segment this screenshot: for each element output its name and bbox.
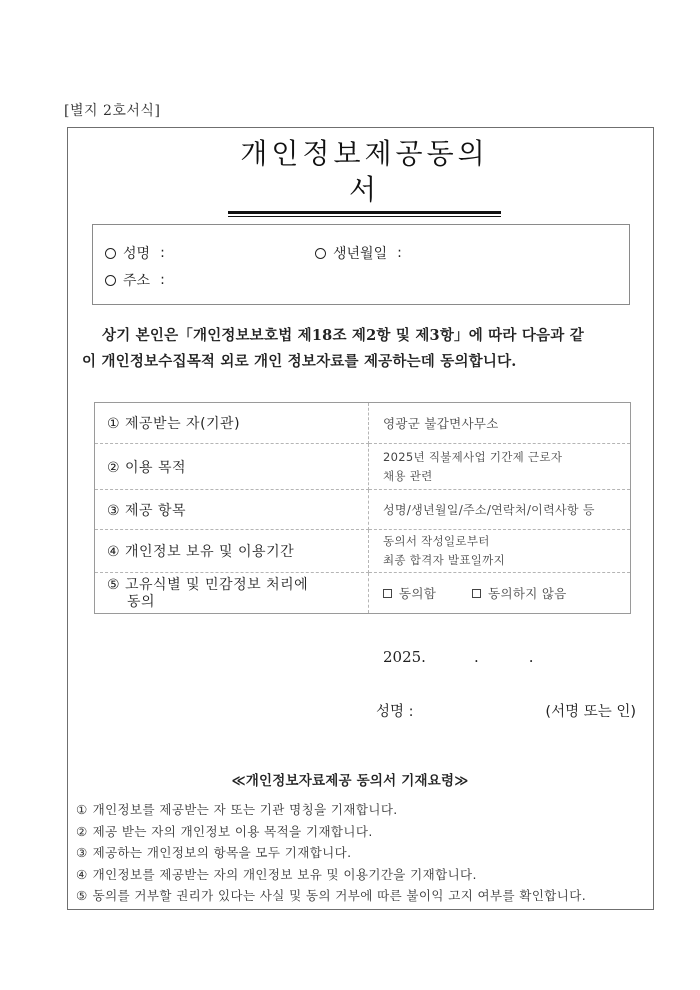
table-row	[95, 530, 631, 573]
birthdate-label: 생년월일	[333, 246, 388, 262]
label-line-1: ⑤ 고유식별 및 민감정보 처리에	[107, 577, 309, 593]
item-number: ②	[76, 823, 88, 839]
consent-statement	[82, 323, 657, 375]
list-item	[76, 821, 586, 843]
consent-details-table	[94, 402, 631, 614]
list-item	[76, 885, 586, 907]
row-value	[369, 573, 631, 614]
page-title: 개인정보제공동의서	[240, 137, 489, 206]
form-number-label: [별지 2호서식]	[64, 103, 161, 119]
row-label	[95, 573, 369, 614]
title-block	[228, 136, 501, 217]
item-number: ④	[76, 866, 88, 882]
item-number: ⑤	[76, 888, 88, 903]
row-value	[369, 530, 631, 573]
disagree-option[interactable]	[472, 584, 567, 602]
title-underline-thick	[228, 211, 501, 214]
birthdate-field[interactable]	[315, 243, 402, 263]
row-label: ② 이용 목적	[95, 444, 369, 490]
label-line-2: 동의	[127, 594, 156, 610]
date-day-separator: .	[528, 648, 534, 666]
value-line-1: 동의서 작성일로부터	[383, 534, 490, 548]
date-month-separator: .	[473, 648, 479, 666]
table-row	[95, 490, 631, 530]
circle-bullet-icon	[105, 275, 116, 286]
table-row	[95, 573, 631, 614]
name-colon: :	[160, 245, 165, 261]
agree-label: 동의함	[399, 586, 437, 601]
item-number: ③	[76, 845, 88, 860]
consent-options	[383, 584, 630, 602]
item-text: 개인정보를 제공받는 자의 개인정보 보유 및 이용기간을 기재합니다.	[92, 866, 477, 882]
date-year: 2025.	[383, 648, 426, 666]
signature-note: (서명 또는 인)	[545, 704, 636, 720]
value-line-2: 최종 합격자 발표일까지	[383, 553, 505, 567]
signature-line[interactable]	[376, 700, 636, 721]
checkbox-disagree[interactable]	[472, 589, 481, 598]
guide-list	[76, 799, 586, 907]
name-field[interactable]	[105, 243, 165, 263]
table-row	[95, 403, 631, 444]
value-line-1: 2025년 직불제사업 기간제 근로자	[383, 449, 563, 464]
list-item	[76, 799, 586, 821]
personal-info-box	[92, 224, 630, 305]
name-label: 성명	[123, 246, 151, 262]
date-line[interactable]	[383, 648, 534, 666]
circle-bullet-icon	[315, 248, 326, 259]
disagree-label: 동의하지 않음	[488, 586, 567, 601]
row-label: ① 제공받는 자(기관)	[95, 403, 369, 444]
address-label: 주소	[123, 273, 151, 289]
signature-label: 성명 :	[376, 704, 414, 720]
value-line-2: 채용 관련	[383, 468, 433, 483]
statement-line-2: 이 개인정보수집목적 외로 개인 정보자료를 제공하는데 동의합니다.	[82, 353, 517, 370]
item-text: 제공 받는 자의 개인정보 이용 목적을 기재합니다.	[92, 823, 373, 839]
address-field[interactable]	[105, 270, 165, 290]
row-label: ④ 개인정보 보유 및 이용기간	[95, 530, 369, 573]
title-underline-thin	[228, 216, 501, 217]
table-row	[95, 444, 631, 490]
address-colon: :	[160, 272, 165, 288]
list-item	[76, 864, 586, 886]
birthdate-colon: :	[397, 245, 402, 261]
guide-title: ≪개인정보자료제공 동의서 기재요령≫	[231, 773, 469, 789]
row-label: ③ 제공 항목	[95, 490, 369, 530]
row-value: 영광군 불갑면사무소	[369, 403, 631, 444]
item-number: ①	[76, 802, 88, 817]
agree-option[interactable]	[383, 584, 436, 602]
row-value: 성명/생년월일/주소/연락처/이력사항 등	[369, 490, 631, 530]
statement-line-1: 상기 본인은「개인정보보호법 제18조 제2항 및 제3항」에 따라 다음과 같	[102, 327, 584, 344]
circle-bullet-icon	[105, 248, 116, 259]
item-text: 개인정보를 제공받는 자 또는 기관 명칭을 기재합니다.	[92, 802, 398, 817]
item-text: 동의를 거부할 권리가 있다는 사실 및 동의 거부에 따른 불이익 고지 여부를 확인합니다.	[92, 888, 587, 903]
item-text: 제공하는 개인정보의 항목을 모두 기재합니다.	[92, 845, 352, 860]
checkbox-agree[interactable]	[383, 589, 392, 598]
row-value	[369, 444, 631, 490]
list-item	[76, 842, 586, 864]
